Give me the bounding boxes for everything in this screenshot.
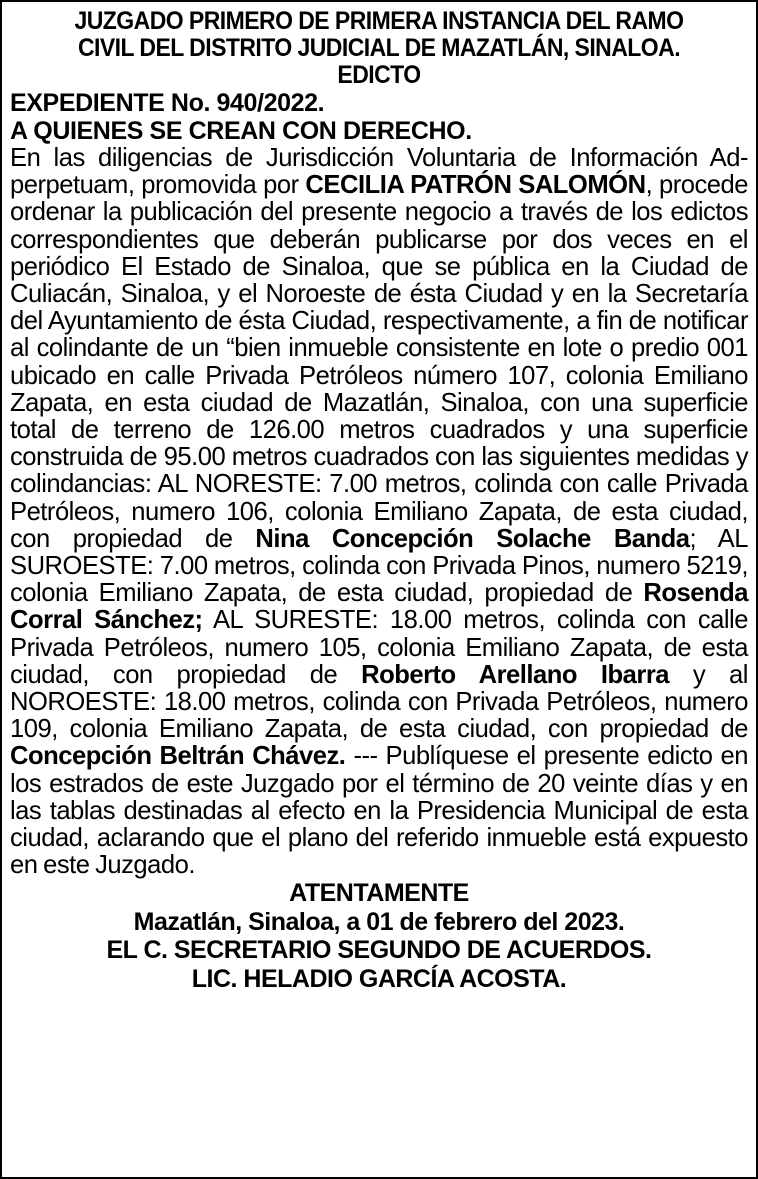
addressee: A QUIENES SE CREAN CON DERECHO. xyxy=(10,117,472,145)
body-text-3: ; AL SUROESTE: 7.00 metros, colinda con Privada Pinos, numero 5219, colonia Emiliano Zapata, de esta ciudad, propiedad de xyxy=(10,524,748,608)
neighbor-name-4: Concepción Beltrán Chávez. xyxy=(10,742,346,771)
body-text-2: , procede ordenar la publicación del presente negocio a través de los edictos correspondientes que deberán publicarse por dos veces en el periódico El Estado de Sinaloa, que se pública en la Ciudad de Culiacán, Sinaloa, y el Noroeste de ésta Ciudad y en la Secretaría del Ayuntamiento de ésta Ciudad, respectivamente, a fin de notificar al colindante de un “bien inmueble consistente en lote o predio 001 ubicado en calle Privada Petróleos número 107, colonia Emiliano Zapata, en esta ciudad de Mazatlán, Sinaloa, con una superficie total de terreno de 126.00 metros cuadrados y una superficie construida de 95.00 metros cuadrados con las siguientes medidas y colindancias: AL NORESTE: 7.00 metros, colinda con calle Privada Petróleos, numero 106, colonia Emiliano Zapata, de esta ciudad, con propiedad de xyxy=(10,171,748,553)
body-text-1: En las diligencias de Jurisdicción Voluntaria de Información Ad-perpetuam, promovida por xyxy=(10,144,748,200)
body-text-4: AL SURESTE: 18.00 metros, colinda con calle Privada Petróleos, numero 105, colonia Emiliano Zapata, de esta ciudad, con propiedad de xyxy=(10,606,748,689)
neighbor-name-2: Rosenda Corral Sánchez; xyxy=(10,579,748,635)
edict-body xyxy=(10,145,748,879)
body-text-5: y al NOROESTE: 18.00 metros, colinda con Privada Petróleos, numero 109, colonia Emiliano Zapata, de esta ciudad, con propiedad de xyxy=(10,660,748,744)
signer-name: LIC. HELADIO GARCÍA ACOSTA. xyxy=(191,964,567,993)
promoter-name: CECILIA PATRÓN SALOMÓN xyxy=(305,171,646,200)
signer-title: EL C. SECRETARIO SEGUNDO DE ACUERDOS. xyxy=(106,936,652,965)
document-type: EDICTO xyxy=(337,61,421,89)
court-name-line2: CIVIL DEL DISTRITO JUDICIAL DE MAZATLÁN, SINALOA. xyxy=(77,34,681,62)
neighbor-name-3: Roberto Arellano Ibarra xyxy=(361,660,670,689)
body-text-6: --- Publíquese el presente edicto en los estrados de este Juzgado por el término de 20 veinte días y en las tablas destinadas al efecto en la Presidencia Municipal de esta ciudad, aclarando que el plano del referido inmueble está expuesto en este Juzgado. xyxy=(10,742,748,880)
court-name-line1: JUZGADO PRIMERO DE PRIMERA INSTANCIA DEL RAMO xyxy=(74,7,684,35)
neighbor-name-1: Nina Concepción Solache Banda xyxy=(255,524,690,553)
edict-content xyxy=(10,8,748,993)
place-date: Mazatlán, Sinaloa, a 01 de febrero del 2023. xyxy=(133,907,625,936)
closing: ATENTAMENTE xyxy=(289,879,469,908)
case-number: EXPEDIENTE No. 940/2022. xyxy=(10,89,325,117)
